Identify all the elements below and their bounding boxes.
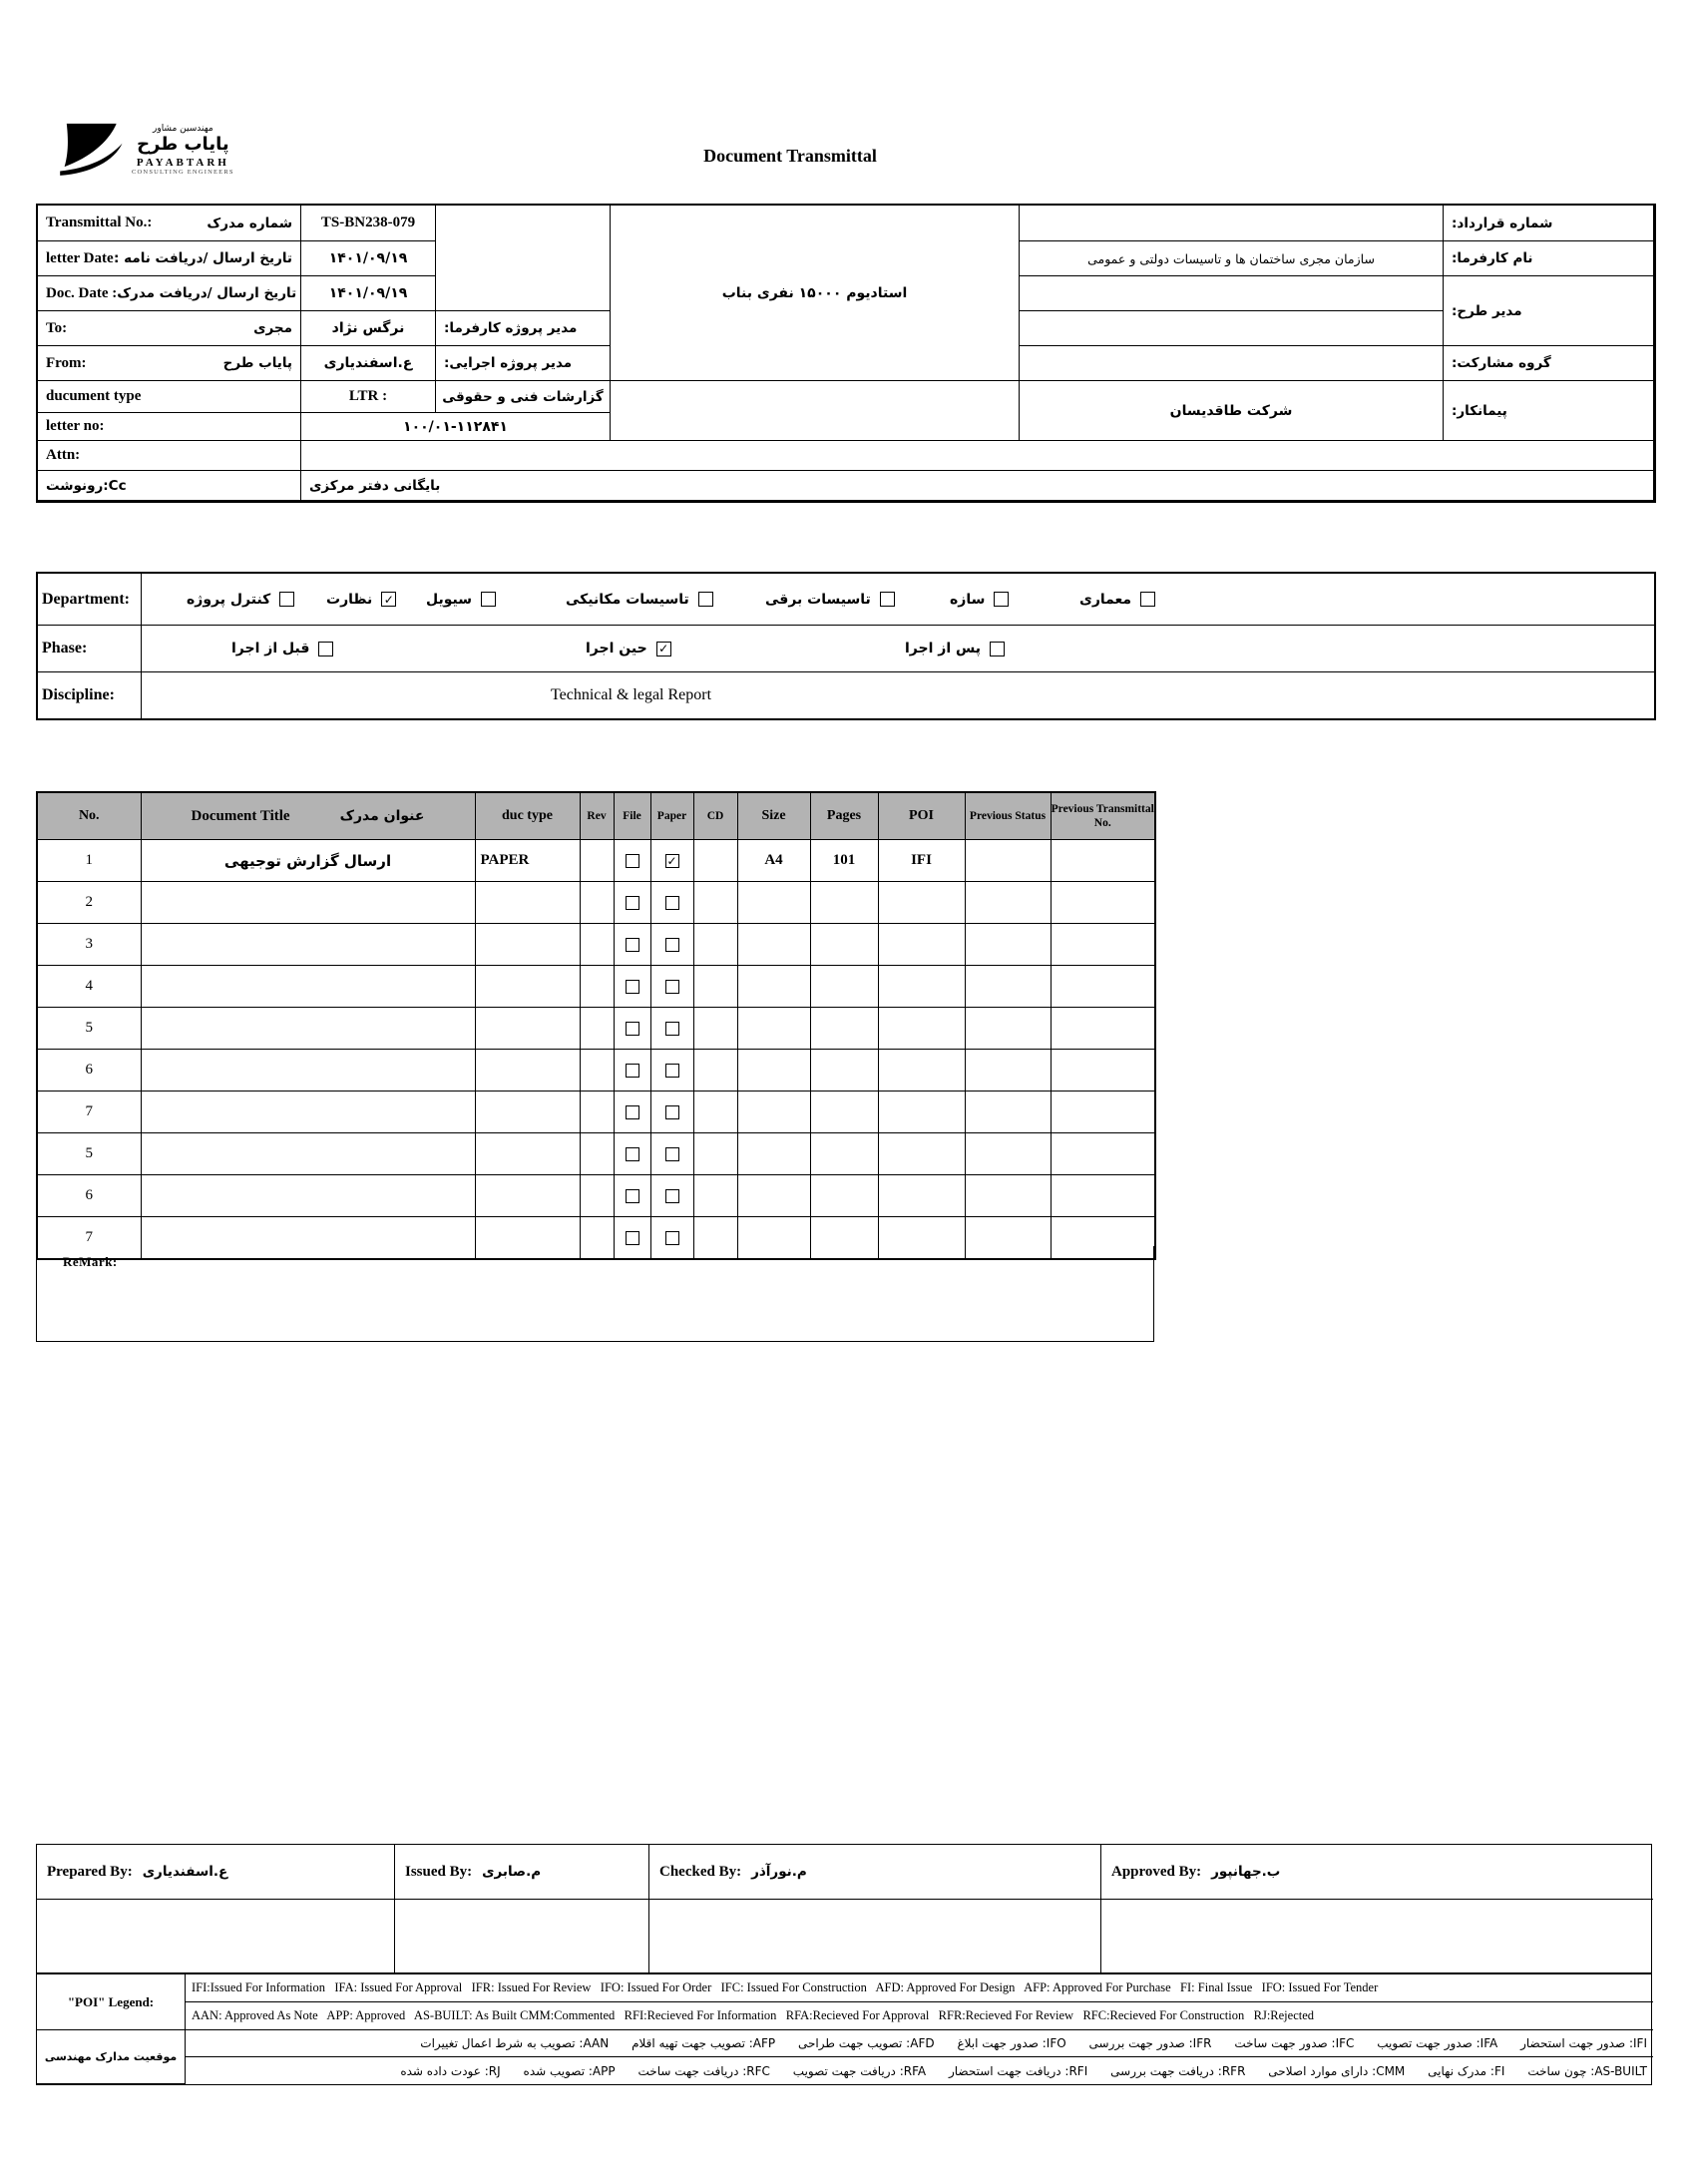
row-cd	[693, 840, 737, 882]
row-pages	[810, 1175, 878, 1217]
dept-checkbox-control-project[interactable]	[279, 592, 294, 607]
row-cd	[693, 1050, 737, 1092]
row-prev-transmittal	[1051, 966, 1155, 1008]
discipline-content	[142, 672, 1654, 718]
row-cd	[693, 882, 737, 924]
to-role-label: مدیر پروژه کارفرما:	[436, 311, 611, 346]
phase-option-after: پس از اجرا	[905, 641, 1005, 656]
row-duc-type	[475, 882, 580, 924]
paper-checkbox[interactable]	[665, 980, 679, 994]
row-title	[141, 966, 475, 1008]
approved-by-box	[1101, 1845, 1653, 1972]
client-value: سازمان مجری ساختمان ها و تاسیسات دولتی و عمومی	[1020, 241, 1444, 276]
row-cd	[693, 1008, 737, 1050]
row-title: ارسال گزارش توجیهی	[141, 840, 475, 882]
table-row	[37, 1008, 1155, 1050]
remark-box	[36, 1246, 1154, 1342]
row-no: 6	[37, 1175, 141, 1217]
file-checkbox[interactable]	[626, 896, 639, 910]
col-header-prev-status: Previous Status	[965, 792, 1051, 840]
row-duc-type	[475, 1008, 580, 1050]
row-title	[141, 1008, 475, 1050]
table-header-row	[37, 792, 1155, 840]
row-paper-cell	[650, 1092, 693, 1133]
row-no: 1	[37, 840, 141, 882]
empty-cell	[611, 381, 1020, 441]
jv-value	[1020, 346, 1444, 381]
row-file-cell	[614, 924, 650, 966]
col-header-title: Document Title عنوان مدرک	[141, 792, 475, 840]
row-duc-type	[475, 1175, 580, 1217]
phase-option-before: قبل از اجرا	[231, 641, 333, 656]
col-header-size: Size	[737, 792, 810, 840]
row-size	[737, 1092, 810, 1133]
table-row	[37, 1050, 1155, 1092]
row-no: 5	[37, 1008, 141, 1050]
row-cd	[693, 924, 737, 966]
to-value: نرگس نژاد	[301, 311, 436, 346]
row-size	[737, 1050, 810, 1092]
row-prev-transmittal	[1051, 1175, 1155, 1217]
department-options	[142, 574, 1654, 626]
doc-type-label: ducument type	[38, 381, 301, 413]
row-size	[737, 966, 810, 1008]
row-prev-status	[965, 1133, 1051, 1175]
transmittal-no-value: TS-BN238-079	[301, 206, 436, 241]
row-file-cell	[614, 966, 650, 1008]
row-poi	[878, 882, 965, 924]
row-pages	[810, 924, 878, 966]
phase-checkbox-after[interactable]	[990, 642, 1005, 656]
row-prev-status	[965, 966, 1051, 1008]
row-file-cell	[614, 1092, 650, 1133]
row-size	[737, 924, 810, 966]
dept-option-mechanical: تاسیسات مکانیکی	[566, 592, 713, 608]
row-pages	[810, 1050, 878, 1092]
file-checkbox[interactable]	[626, 1105, 639, 1119]
transmittal-info-table	[36, 204, 1656, 503]
row-poi	[878, 1050, 965, 1092]
table-row	[37, 1133, 1155, 1175]
logo-en-tagline: CONSULTING ENGINEERS	[132, 169, 234, 176]
row-rev	[580, 1092, 614, 1133]
row-rev	[580, 882, 614, 924]
approved-by-name: ب.جهانپور	[1211, 1864, 1281, 1880]
dept-option-control-project: کنترل پروژه	[187, 592, 294, 608]
row-no: 7	[37, 1092, 141, 1133]
row-cd	[693, 1092, 737, 1133]
file-checkbox[interactable]	[626, 1189, 639, 1203]
row-paper-cell	[650, 966, 693, 1008]
row-no: 3	[37, 924, 141, 966]
row-file-cell	[614, 882, 650, 924]
phase-option-during: حین اجرا ✓	[586, 641, 671, 656]
from-role-label: مدیر پروژه اجرایی:	[436, 346, 611, 381]
row-rev	[580, 840, 614, 882]
row-poi	[878, 924, 965, 966]
row-poi	[878, 966, 965, 1008]
row-prev-transmittal	[1051, 1092, 1155, 1133]
row-paper-cell	[650, 1008, 693, 1050]
row-rev	[580, 1175, 614, 1217]
row-prev-status	[965, 1008, 1051, 1050]
col-header-no: No.	[37, 792, 141, 840]
row-pages	[810, 1008, 878, 1050]
cc-value: بایگانی دفتر مرکزی	[301, 471, 1654, 501]
issued-by-box	[395, 1845, 649, 1972]
row-prev-transmittal	[1051, 882, 1155, 924]
dept-option-structure: سازه	[950, 592, 1009, 608]
row-duc-type	[475, 966, 580, 1008]
row-poi: IFI	[878, 840, 965, 882]
attn-value	[301, 441, 1654, 471]
checked-by-name: م.نورآذر	[751, 1864, 807, 1880]
paper-checkbox[interactable]	[665, 1189, 679, 1203]
phase-options	[142, 626, 1654, 672]
table-row	[37, 924, 1155, 966]
row-size: A4	[737, 840, 810, 882]
prepared-by-label: Prepared By:	[47, 1863, 133, 1880]
row-pages	[810, 1092, 878, 1133]
row-rev	[580, 1008, 614, 1050]
row-prev-status	[965, 1092, 1051, 1133]
row-duc-type	[475, 924, 580, 966]
from-value: ع.اسفندیاری	[301, 346, 436, 381]
cc-label: Cc:رونوشت	[38, 471, 301, 501]
jv-label: گروه مشارکت:	[1444, 346, 1654, 381]
col-header-rev: Rev	[580, 792, 614, 840]
dept-checkbox-electrical[interactable]	[880, 592, 895, 607]
prepared-by-box	[37, 1845, 395, 1972]
phase-checkbox-during[interactable]: ✓	[656, 642, 671, 656]
poi-legend-en-line-2: AAN: Approved As Note APP: Approved AS-BUILT: As Built CMM:Commented RFI:Recieved For Information RFA:Recieved For Approval RFR:Recieved For Review RFC:Recieved For Construction RJ:Rejected	[186, 2002, 1653, 2030]
col-header-prev-transmittal: Previous Transmittal No.	[1051, 792, 1155, 840]
row-duc-type	[475, 1050, 580, 1092]
row-pages: 101	[810, 840, 878, 882]
table-row	[37, 1175, 1155, 1217]
file-checkbox[interactable]	[626, 1022, 639, 1036]
row-title	[141, 1050, 475, 1092]
poi-legend-fa-line-1: IFI: صدور جهت استحضار IFA: صدور جهت تصویب IFC: صدور جهت ساخت IFR: صدور جهت بررسی IFO: صدور جهت ابلاغ AFD: تصویب جهت طراحی AFP: تصویب جهت تهیه اقلام AAN: تصویب به شرط اعمال تغییرات	[186, 2030, 1653, 2057]
contract-no-label: شماره قرارداد:	[1444, 206, 1654, 241]
row-duc-type	[475, 1133, 580, 1175]
dept-checkbox-architecture[interactable]	[1140, 592, 1155, 607]
row-paper-cell	[650, 1050, 693, 1092]
row-prev-transmittal	[1051, 924, 1155, 966]
row-cd	[693, 966, 737, 1008]
design-manager-value-bottom	[1020, 311, 1444, 346]
poi-legend-fa-line-2: AS-BUILT: چون ساخت FI: مدرک نهایی CMM: دارای موارد اصلاحی RFR: دریافت جهت بررسی RFI: دریافت جهت استحضار RFA: دریافت جهت تصویب RFC: دریافت جهت ساخت APP: تصویب شده RJ: عودت داده شده	[400, 2063, 1647, 2078]
row-size	[737, 882, 810, 924]
table-row	[37, 966, 1155, 1008]
dept-checkbox-supervision[interactable]: ✓	[381, 592, 396, 607]
col-header-cd: CD	[693, 792, 737, 840]
row-file-cell	[614, 1133, 650, 1175]
design-manager-value-top	[1020, 276, 1444, 311]
row-size	[737, 1175, 810, 1217]
row-title	[141, 1092, 475, 1133]
from-label: From: پایاب طرح	[38, 346, 301, 381]
row-prev-status	[965, 882, 1051, 924]
doc-date-value: ۱۴۰۱/۰۹/۱۹	[301, 276, 436, 311]
paper-checkbox[interactable]	[665, 1064, 679, 1078]
file-checkbox[interactable]	[626, 938, 639, 952]
checked-by-box	[649, 1845, 1101, 1972]
row-rev	[580, 966, 614, 1008]
row-rev	[580, 1050, 614, 1092]
row-prev-transmittal	[1051, 1050, 1155, 1092]
row-prev-status	[965, 1050, 1051, 1092]
file-checkbox[interactable]	[626, 980, 639, 994]
checked-by-label: Checked By:	[659, 1863, 742, 1880]
row-file-cell	[614, 1175, 650, 1217]
page-title: Document Transmittal	[703, 146, 877, 166]
file-checkbox[interactable]	[626, 1231, 639, 1245]
phase-label: Phase:	[38, 626, 142, 672]
doc-date-label: Doc. Date : تاریخ ارسال /دریافت مدرک	[38, 276, 301, 311]
project-name: استادیوم ۱۵۰۰۰ نفری بناب	[611, 206, 1020, 381]
letter-date-label: letter Date تاریخ ارسال /دریافت نامه :	[38, 241, 301, 276]
discipline-value: Technical & legal Report	[551, 686, 712, 703]
row-no: 4	[37, 966, 141, 1008]
poi-legend	[36, 1973, 1652, 2085]
prepared-by-signature-space	[37, 1900, 394, 1972]
row-size	[737, 1008, 810, 1050]
row-title	[141, 1133, 475, 1175]
row-file-cell	[614, 840, 650, 882]
row-pages	[810, 882, 878, 924]
file-checkbox[interactable]	[626, 1147, 639, 1161]
contract-no-value	[1020, 206, 1444, 241]
col-header-pages: Pages	[810, 792, 878, 840]
issued-by-label: Issued By:	[405, 1863, 473, 1880]
contractor-value: شرکت طاقدیسان	[1020, 381, 1444, 441]
col-header-file: File	[614, 792, 650, 840]
row-no: 5	[37, 1133, 141, 1175]
design-manager-label: مدیر طرح:	[1444, 276, 1654, 346]
empty-cell	[436, 206, 611, 311]
logo-fa-name: پایاب طرح	[137, 134, 229, 155]
row-prev-status	[965, 924, 1051, 966]
paper-checkbox[interactable]: ✓	[666, 853, 677, 868]
table-row	[37, 1092, 1155, 1133]
doc-type-desc: گزارشات فنی و حقوقی	[436, 381, 611, 413]
prepared-by-name: ع.اسفندیاری	[142, 1864, 228, 1880]
col-header-duc-type: duc type	[475, 792, 580, 840]
file-checkbox[interactable]	[626, 854, 639, 868]
row-size	[737, 1133, 810, 1175]
paper-checkbox[interactable]	[665, 938, 679, 952]
dept-option-architecture: معماری	[1079, 592, 1155, 608]
row-file-cell	[614, 1008, 650, 1050]
logo-en-name: PAYABTARH	[136, 157, 229, 169]
issued-by-name: م.صابری	[482, 1864, 542, 1880]
remark-label: ReMark:	[63, 1254, 118, 1269]
approved-by-signature-space	[1101, 1900, 1653, 1972]
paper-checkbox[interactable]	[665, 896, 679, 910]
row-poi	[878, 1133, 965, 1175]
logo-fa-tagline: مهندسین مشاور	[153, 124, 213, 134]
row-title	[141, 1175, 475, 1217]
paper-checkbox[interactable]	[665, 1105, 679, 1119]
row-prev-status	[965, 840, 1051, 882]
row-no: 6	[37, 1050, 141, 1092]
letter-no-label: letter no:	[38, 413, 301, 441]
row-no: 2	[37, 882, 141, 924]
phase-checkbox-before[interactable]	[318, 642, 333, 656]
approved-by-label: Approved By:	[1111, 1863, 1202, 1880]
row-paper-cell	[650, 924, 693, 966]
row-paper-cell	[650, 1175, 693, 1217]
row-duc-type: PAPER	[475, 840, 580, 882]
row-prev-transmittal	[1051, 840, 1155, 882]
row-title	[141, 924, 475, 966]
dept-checkbox-structure[interactable]	[994, 592, 1009, 607]
col-header-paper: Paper	[650, 792, 693, 840]
dept-checkbox-civil[interactable]	[481, 592, 496, 607]
transmittal-no-label: Transmittal No.: شماره مدرک	[38, 206, 301, 241]
poi-legend-label: "POI" Legend:	[37, 1974, 186, 2030]
row-poi	[878, 1008, 965, 1050]
discipline-label: Discipline:	[38, 672, 142, 718]
letter-no-value: ۱۰۰/۰۱-۱۱۲۸۴۱	[301, 413, 611, 441]
documents-table	[36, 791, 1156, 1260]
row-rev	[580, 924, 614, 966]
dept-option-civil: سیویل	[426, 592, 496, 608]
col-header-poi: POI	[878, 792, 965, 840]
row-poi	[878, 1092, 965, 1133]
table-row	[37, 840, 1155, 882]
contractor-label: پیمانکار:	[1444, 381, 1654, 441]
dept-checkbox-mechanical[interactable]	[698, 592, 713, 607]
table-row	[37, 882, 1155, 924]
row-cd	[693, 1133, 737, 1175]
file-checkbox[interactable]	[626, 1064, 639, 1078]
dept-option-electrical: تاسیسات برقی	[765, 592, 895, 608]
row-pages	[810, 966, 878, 1008]
poi-legend-fa-label: موقعیت مدارک مهندسی	[37, 2030, 186, 2084]
classification-table	[36, 572, 1656, 720]
letter-date-value: ۱۴۰۱/۰۹/۱۹	[301, 241, 436, 276]
department-label: Department:	[38, 574, 142, 626]
row-prev-transmittal	[1051, 1133, 1155, 1175]
row-paper-cell	[650, 882, 693, 924]
dept-option-supervision: نظارت ✓	[326, 592, 396, 608]
poi-legend-en-line-1: IFI:Issued For Information IFA: Issued For Approval IFR: Issued For Review IFO: Issued For Order IFC: Issued For Construction AFD: Approved For Design AFP: Approved For Purchase FI: Final Issue IFO: Issued For Tender	[186, 1974, 1653, 2002]
row-title	[141, 882, 475, 924]
paper-checkbox[interactable]	[665, 1147, 679, 1161]
row-paper-cell	[650, 1133, 693, 1175]
row-duc-type	[475, 1092, 580, 1133]
row-prev-transmittal	[1051, 1008, 1155, 1050]
row-file-cell	[614, 1050, 650, 1092]
row-rev	[580, 1133, 614, 1175]
to-label: To: مجری	[38, 311, 301, 346]
row-pages	[810, 1133, 878, 1175]
client-label: نام کارفرما:	[1444, 241, 1654, 276]
doc-type-value: LTR :	[301, 381, 436, 413]
row-cd	[693, 1175, 737, 1217]
attn-label: Attn:	[38, 441, 301, 471]
row-prev-status	[965, 1175, 1051, 1217]
issued-by-signature-space	[395, 1900, 648, 1972]
row-poi	[878, 1175, 965, 1217]
paper-checkbox[interactable]	[665, 1231, 679, 1245]
row-no: 7	[37, 1217, 141, 1260]
paper-checkbox[interactable]	[665, 1022, 679, 1036]
checked-by-signature-space	[649, 1900, 1100, 1972]
row-paper-cell	[650, 840, 693, 882]
signature-row	[36, 1844, 1652, 1973]
